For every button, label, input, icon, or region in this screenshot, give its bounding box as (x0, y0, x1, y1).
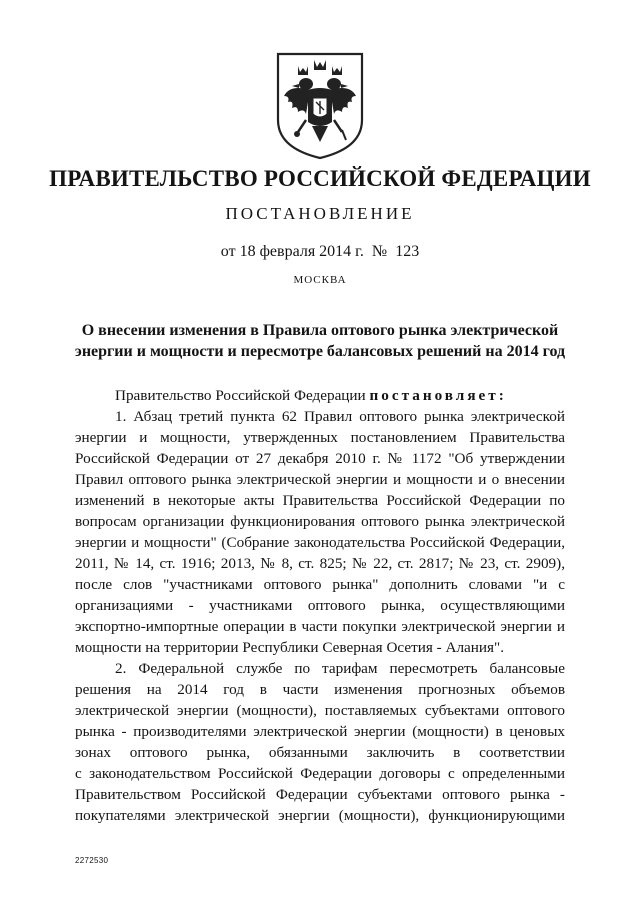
body-line: электрической энергии (мощности), поставляемых субъектами оптового (75, 702, 565, 719)
body-line: 2011, № 14, ст. 1916; 2013, № 8, ст. 825; № 22, ст. 2817; № 23, ст. 2909), (75, 555, 565, 572)
body-line: Правительством Российской Федерации субъектами оптового рынка - (75, 786, 565, 803)
body-line: решения на 2014 год в части изменения прогнозных объемов (75, 681, 565, 698)
body-line: организациями - участниками оптового рынка, осуществляющими (75, 597, 565, 614)
heading-line-1: О внесении изменения в Правила оптового рынка электрической (81, 322, 559, 339)
body-line: энергии и мощности" (Собрание законодательства Российской Федерации, (75, 534, 565, 551)
body-line: энергии и мощности, утвержденных постановлением Правительства (75, 429, 565, 446)
document-date-number: от 18 февраля 2014 г. № 123 (220, 243, 420, 260)
body-line: 2. Федеральной службе по тарифам пересмотреть балансовые (115, 660, 565, 677)
document-code: 2272530 (75, 856, 109, 865)
body-line: Российской Федерации от 27 декабря 2010 г. № 1172 "Об утверждении (75, 450, 565, 467)
body-line: экспортно-импортные операции в части покупки электрической энергии и (75, 618, 565, 635)
document-heading (60, 320, 580, 362)
heading-line-2: энергии и мощности и пересмотре балансовых решений на 2014 год (74, 343, 566, 360)
body-line: вопросам организации функционирования оптового рынка электрической (75, 513, 565, 530)
coat-of-arms-icon (270, 50, 370, 162)
body-line: рынка - производителями электрической энергии (мощности) в ценовых (75, 723, 565, 740)
body-line: зонах оптового рынка, обязанными заключить в соответствии (75, 744, 565, 761)
body-intro (115, 385, 565, 406)
government-title: ПРАВИТЕЛЬСТВО РОССИЙСКОЙ ФЕДЕРАЦИИ (49, 166, 591, 191)
intro-prefix: Правительство Российской Федерации (115, 387, 370, 404)
document-place: МОСКВА (293, 274, 347, 286)
body-line: Правил оптового рынка электрической энергии и мощности и о внесении (75, 471, 565, 488)
body-line: мощности на территории Республики Северная Осетия - Алания". (75, 639, 505, 656)
body-line: 1. Абзац третий пункта 62 Правил оптового рынка электрической (115, 408, 565, 425)
intro-decree-word: постановляет: (369, 387, 507, 404)
body-line: после слов "участниками оптового рынка" дополнить словами "и с (75, 576, 565, 593)
body-line: с законодательством Российской Федерации договоры с определенными (75, 765, 565, 782)
body-line: изменений в некоторые акты Правительства Российской Федерации по (75, 492, 565, 509)
body-line: покупателями электрической энергии (мощности), функционирующими (75, 807, 565, 824)
document-type: ПОСТАНОВЛЕНИЕ (225, 204, 415, 223)
